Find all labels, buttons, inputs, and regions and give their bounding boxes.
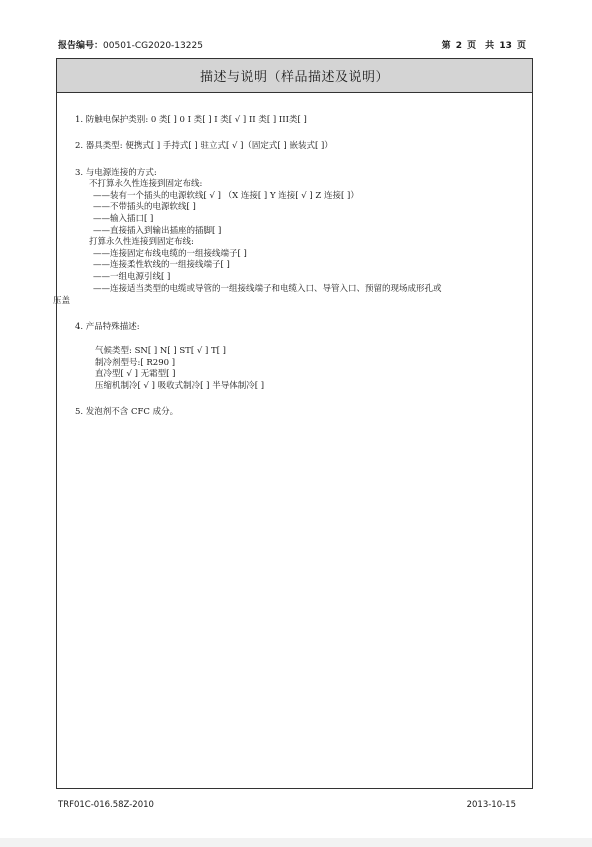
appliance-type-line: 2. 器具类型: 便携式[ ] 手持式[ ] 驻立式[ √ ]（固定式[ ] 嵌装式[ ]） xyxy=(75,141,333,151)
refrigerant-line: 制冷剂型号:[ R290 ] xyxy=(95,358,176,368)
form-number: TRF01C-016.58Z-2010 xyxy=(58,800,154,810)
cord-no-plug-line: ——不带插头的电源软线[ ] xyxy=(93,202,196,212)
supply-connection-heading: 3. 与电源连接的方式: xyxy=(75,168,157,178)
plug-cord-line: ——装有一个插头的电源软线[ √ ] （X 连接[ ] Y 连接[ √ ] Z 连接[ ]） xyxy=(93,191,359,201)
section-title: 描述与说明（样品描述及说明） xyxy=(57,59,532,93)
page-mid: 页 共 xyxy=(467,41,495,51)
report-frame xyxy=(53,58,533,789)
page-prefix: 第 xyxy=(441,41,451,51)
fixed-wiring-terminals-line: ——连接固定布线电缆的一组接线端子[ ] xyxy=(93,249,247,259)
protection-class-line: 1. 防触电保护类别: 0 类[ ] 0 I 类[ ] I 类[ √ ] II 类[ ] III类[ ] xyxy=(75,115,307,125)
non-permanent-heading: 不打算永久性连接到固定布线: xyxy=(89,179,203,189)
cooling-type-line: 直冷型[ √ ] 无霜型[ ] xyxy=(95,369,176,379)
special-description-heading: 4. 产品特殊描述: xyxy=(75,322,140,332)
report-number-label: 报告编号： xyxy=(58,41,104,51)
permanent-heading: 打算永久性连接到固定布线: xyxy=(89,237,194,247)
direct-plug-pins-line: ——直接插入到输出插座的插脚[ ] xyxy=(93,226,222,236)
page-total: 13 xyxy=(499,41,512,51)
report-number xyxy=(58,38,203,51)
climate-class-line: 气候类型: SN[ ] N[ ] ST[ √ ] T[ ] xyxy=(95,346,226,356)
page-number: 2 xyxy=(455,41,463,51)
issue-date: 2013-10-15 xyxy=(466,800,516,810)
page-indicator xyxy=(440,38,526,51)
supply-leads-line: ——一组电源引线[ ] xyxy=(93,272,171,282)
report-number-value: 00501-CG2020-13225 xyxy=(103,41,203,51)
refrigeration-method-line: 压缩机制冷[ √ ] 吸收式制冷[ ] 半导体制冷[ ] xyxy=(95,381,265,391)
page-suffix: 页 xyxy=(516,41,526,51)
cable-entry-continuation: 压盖 xyxy=(53,296,71,306)
foaming-agent-line: 5. 发泡剂不含 CFC 成分。 xyxy=(75,407,179,417)
bottom-strip xyxy=(0,838,592,847)
cable-entry-line: ——连接适当类型的电缆或导管的一组接线端子和电缆入口、导管入口、预留的现场成形孔或 xyxy=(93,284,442,294)
flexible-cord-terminals-line: ——连接柔性软线的一组接线端子[ ] xyxy=(93,260,230,270)
appliance-inlet-line: ——输入插口[ ] xyxy=(93,214,154,224)
